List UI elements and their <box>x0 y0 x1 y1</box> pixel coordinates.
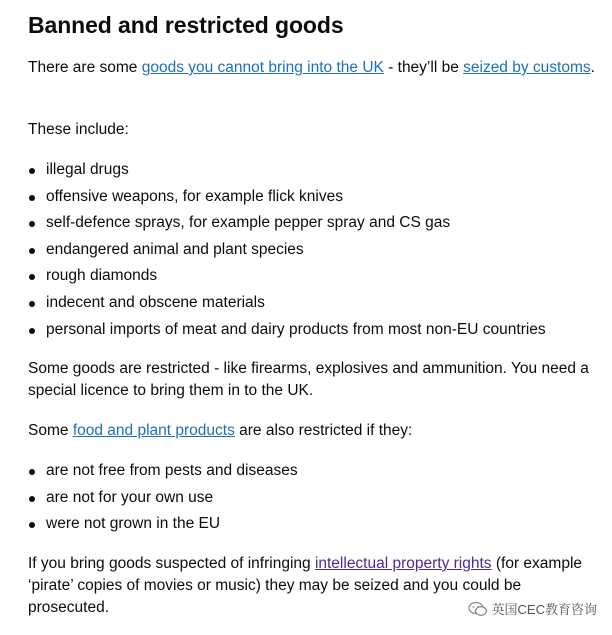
watermark-text: 英国CEC教育咨询 <box>491 602 597 617</box>
intro-text-after: . <box>590 59 595 76</box>
list-item: endangered animal and plant species <box>28 237 546 264</box>
page-title: Banned and restricted goods <box>28 12 344 38</box>
intro-text-before: There are some <box>28 59 142 76</box>
food-text-before: Some <box>28 422 73 439</box>
food-paragraph <box>28 420 598 442</box>
restricted-paragraph: Some goods are restricted - like firearms, explosives and ammunition. You need a special licence to bring them in to the UK. <box>28 360 589 399</box>
list-item: rough diamonds <box>28 263 546 290</box>
list-item: personal imports of meat and dairy products from most non-EU countries <box>28 317 546 344</box>
seized-by-customs-link[interactable]: seized by customs <box>463 59 591 76</box>
food-conditions-list <box>28 458 298 538</box>
ip-text-before: If you bring goods suspected of infringing <box>28 555 315 572</box>
banned-goods-list <box>28 157 546 343</box>
list-item: illegal drugs <box>28 157 546 184</box>
watermark <box>465 598 600 619</box>
goods-cannot-bring-link[interactable]: goods you cannot bring into the UK <box>141 59 384 76</box>
intro-paragraph <box>28 57 598 79</box>
list-item: indecent and obscene materials <box>28 290 546 317</box>
intro-text-middle: - they’ll be <box>383 59 464 76</box>
list-item: were not grown in the EU <box>28 511 298 538</box>
intellectual-property-rights-link[interactable]: intellectual property rights <box>314 555 492 572</box>
wechat-icon <box>468 601 488 617</box>
food-plant-products-link[interactable]: food and plant products <box>72 422 235 439</box>
ip-text-after: (for example ‘pirate’ copies of movies or music) they may be seized and you could be prosecuted. <box>28 555 583 616</box>
list-item: offensive weapons, for example flick knives <box>28 184 546 211</box>
these-include-text: These include: <box>28 121 129 138</box>
list-item: are not free from pests and diseases <box>28 458 298 485</box>
food-text-after: are also restricted if they: <box>234 422 413 439</box>
list-item: are not for your own use <box>28 485 298 512</box>
list-item: self-defence sprays, for example pepper spray and CS gas <box>28 210 546 237</box>
